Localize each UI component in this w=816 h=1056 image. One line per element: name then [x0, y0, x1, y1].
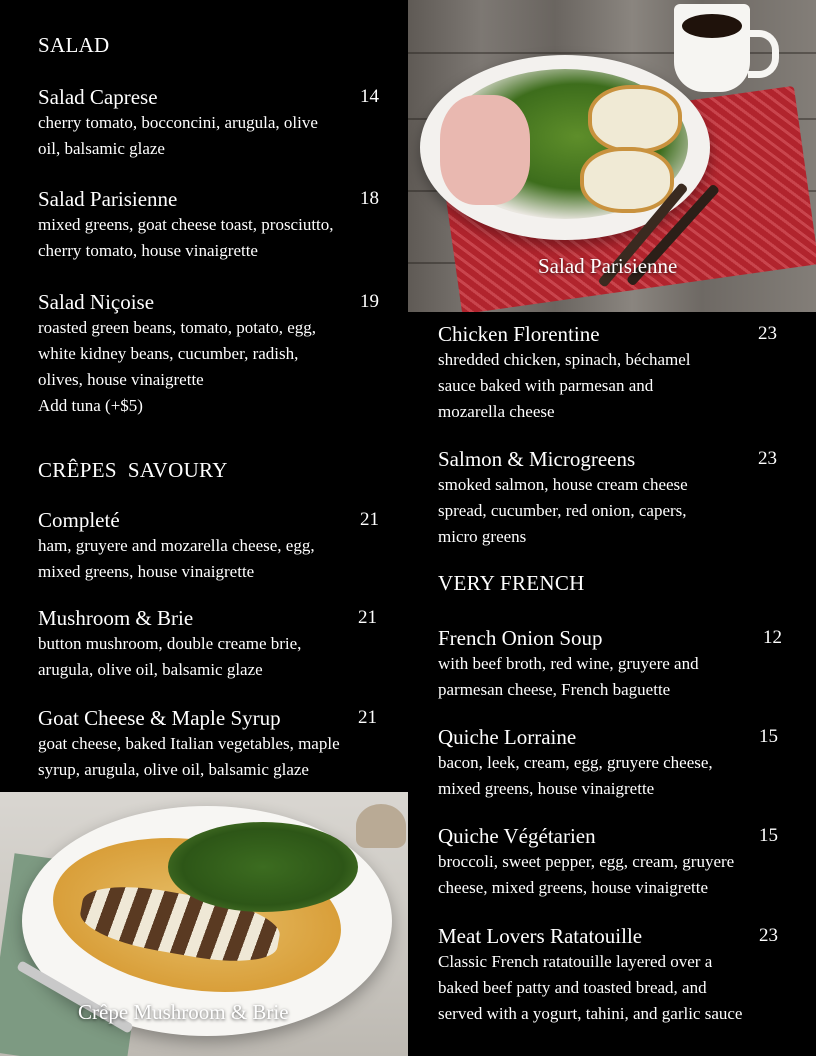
arugula [168, 822, 358, 912]
item-price: 23 [759, 925, 778, 946]
item-price: 21 [360, 509, 379, 530]
item-name: French Onion Soup [438, 626, 603, 650]
item-desc-line: mixed greens, goat cheese toast, prosciutto, [38, 215, 334, 234]
item-name: Salad Caprese [38, 85, 158, 109]
item-desc-line: broccoli, sweet pepper, egg, cream, gruyere [438, 852, 735, 871]
mushroom [356, 804, 406, 848]
menu-item-quiche-vegetarien [438, 823, 808, 901]
item-name: Completé [38, 508, 120, 532]
item-desc-line: bacon, leek, cream, egg, gruyere cheese, [438, 753, 713, 772]
menu-item-salad-nicoise [38, 289, 398, 419]
coffee-cup [674, 4, 750, 92]
item-price: 19 [360, 291, 379, 312]
menu-item-salad-parisienne [38, 186, 403, 264]
item-name: Salad Niçoise [38, 290, 155, 314]
item-price: 23 [758, 448, 777, 469]
salad-parisienne-photo [408, 0, 816, 312]
item-desc-line: mozarella cheese [438, 402, 555, 421]
item-desc-line: cheese, mixed greens, house vinaigrette [438, 878, 709, 897]
item-desc-line: parmesan cheese, French baguette [438, 680, 671, 699]
menu-item-goat-cheese-maple [38, 705, 406, 783]
item-name: Mushroom & Brie [38, 606, 194, 630]
crepes-section-title: CRÊPES SAVOURY [38, 458, 228, 482]
item-price: 18 [360, 188, 379, 209]
item-desc-line: button mushroom, double creame brie, [38, 634, 302, 653]
menu-item-mushroom-brie [38, 605, 398, 683]
menu-item-chicken-florentine [438, 321, 788, 425]
item-desc-line: baked beef patty and toasted bread, and [438, 978, 707, 997]
item-desc-line: ham, gruyere and mozarella cheese, egg, [38, 536, 315, 555]
item-name: Meat Lovers Ratatouille [438, 924, 643, 948]
photo-caption-crepe-mushroom-brie: Crêpe Mushroom & Brie [78, 1000, 289, 1024]
item-desc-line: smoked salmon, house cream cheese [438, 475, 688, 494]
item-desc-line: syrup, arugula, olive oil, balsamic glaze [38, 760, 309, 779]
menu-item-salad-caprese [38, 84, 398, 162]
item-price: 21 [358, 607, 377, 628]
item-desc-line: micro greens [438, 527, 527, 546]
item-desc-line: Add tuna (+$5) [38, 396, 143, 415]
menu-item-complete [38, 507, 398, 585]
item-desc-line: Classic French ratatouille layered over a [438, 952, 713, 971]
menu-item-salmon-microgreens [438, 446, 788, 550]
item-name: Salad Parisienne [38, 187, 178, 211]
photo-caption-salad-parisienne: Salad Parisienne [538, 254, 678, 278]
item-desc-line: with beef broth, red wine, gruyere and [438, 654, 699, 673]
item-price: 15 [759, 726, 778, 747]
item-price: 14 [360, 86, 379, 107]
item-name: Goat Cheese & Maple Syrup [38, 706, 281, 730]
item-desc-line: spread, cucumber, red onion, capers, [438, 501, 687, 520]
item-desc-line: white kidney beans, cucumber, radish, [38, 344, 299, 363]
item-desc-line: arugula, olive oil, balsamic glaze [38, 660, 263, 679]
item-desc-line: sauce baked with parmesan and [438, 376, 654, 395]
item-price: 12 [763, 627, 782, 648]
salad-section-title: SALAD [38, 33, 110, 57]
item-price: 23 [758, 323, 777, 344]
item-desc-line: mixed greens, house vinaigrette [38, 562, 255, 581]
item-desc-line: served with a yogurt, tahini, and garlic sauce [438, 1004, 743, 1023]
item-desc-line: roasted green beans, tomato, potato, egg, [38, 318, 317, 337]
item-desc-line: shredded chicken, spinach, béchamel [438, 350, 691, 369]
item-name: Chicken Florentine [438, 322, 600, 346]
item-desc-line: olives, house vinaigrette [38, 370, 204, 389]
item-desc-line: cherry tomato, bocconcini, arugula, olive [38, 113, 318, 132]
item-name: Quiche Lorraine [438, 725, 577, 749]
item-desc-line: cherry tomato, house vinaigrette [38, 241, 258, 260]
item-name: Salmon & Microgreens [438, 447, 636, 471]
item-desc-line: goat cheese, baked Italian vegetables, maple [38, 734, 340, 753]
item-desc-line: oil, balsamic glaze [38, 139, 165, 158]
item-desc-line: mixed greens, house vinaigrette [438, 779, 655, 798]
item-price: 15 [759, 825, 778, 846]
item-price: 21 [358, 707, 377, 728]
menu-item-french-onion-soup [438, 625, 798, 703]
menu-item-quiche-lorraine [438, 724, 798, 802]
menu-item-meat-lovers-ratatouille [438, 923, 810, 1027]
item-name: Quiche Végétarien [438, 824, 596, 848]
very-french-section-title: VERY FRENCH [438, 571, 585, 595]
crepe-mushroom-brie-photo [0, 792, 408, 1056]
